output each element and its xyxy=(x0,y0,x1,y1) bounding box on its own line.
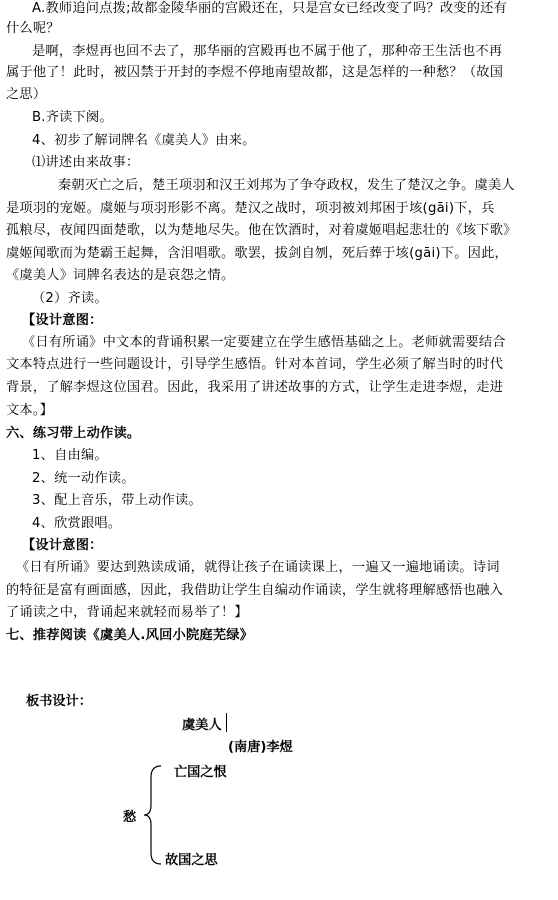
list-item: 4、欣赏跟唱。 xyxy=(32,516,122,531)
text-line: ⑴讲述由来故事： xyxy=(32,155,140,170)
text-line: 文本特点进行一些问题设计，引导学生感悟。针对本首词，学生必须了解当时的时代 xyxy=(6,357,504,372)
text-line: 背景，了解李煜这位国君。因此，我采用了讲述故事的方式，让学生走进李煜，走进 xyxy=(6,380,504,395)
board-author: (南唐)李煜 xyxy=(228,740,293,755)
board-center: 愁 xyxy=(123,810,137,825)
text-line: 属于他了！此时，被囚禁于开封的李煜不停地南望故都，这是怎样的一种愁？（故国 xyxy=(6,65,504,80)
text-line: 什么呢？ xyxy=(6,21,60,36)
text-line: 4、初步了解词牌名《虞美人》由来。 xyxy=(32,133,256,148)
list-item: 3、配上音乐，带上动作读。 xyxy=(32,493,202,508)
text-line: 的特征是富有画面感，因此，我借助让学生自编动作诵读，学生就将理解感悟也融入 xyxy=(6,583,504,598)
section-heading: 七、推荐阅读《虞美人.风回小院庭芜绿》 xyxy=(6,628,254,643)
design-intent-heading: 【设计意图： xyxy=(22,313,103,328)
board-heading: 板书设计： xyxy=(26,694,92,709)
text-line: 《虞美人》词牌名表达的是哀怨之情。 xyxy=(6,268,235,283)
text-line: 虞姬闻歌而为楚霸王起舞，含泪唱歌。歌罢，拔剑自刎，死后葬于垓(gāi)下。因此， xyxy=(6,246,508,261)
list-item: 1、自由编。 xyxy=(32,448,108,463)
text-line: 是项羽的宠姬。虞姬与项羽形影不离。楚汉之战时，项羽被刘邦困于垓(gāi)下，兵 xyxy=(6,201,495,216)
text-line: A.教师追问点拨;故都金陵华丽的宫殿还在，只是宫女已经改变了吗？改变的还有 xyxy=(32,1,508,16)
curly-brace-icon xyxy=(143,765,165,865)
board-branch-top: 亡国之恨 xyxy=(174,765,227,780)
text-line: 了诵读之中，背诵起来就轻而易举了！】 xyxy=(6,605,248,620)
text-line: 文本。】 xyxy=(6,403,54,418)
text-line: 秦朝灭亡之后，楚王项羽和汉王刘邦为了争夺政权，发生了楚汉之争。虞美人 xyxy=(58,178,515,193)
text-cursor xyxy=(226,713,227,732)
text-line: 《日有所诵》要达到熟读成诵，就得让孩子在诵读课上，一遍又一遍地诵读。诗词 xyxy=(16,560,500,575)
list-item: 2、统一动作读。 xyxy=(32,471,135,486)
section-heading: 六、练习带上动作读。 xyxy=(6,426,141,441)
board-poem-title: 虞美人 xyxy=(182,718,222,733)
text-line: 之思） xyxy=(6,87,47,102)
text-line: 是啊，李煜再也回不去了，那华丽的宫殿再也不属于他了，那种帝王生活也不再 xyxy=(32,44,503,59)
text-line: B.齐读下阕。 xyxy=(32,110,113,125)
text-line: 《日有所诵》中文本的背诵积累一定要建立在学生感悟基础之上。老师就需要结合 xyxy=(22,335,506,350)
design-intent-heading: 【设计意图： xyxy=(22,538,103,553)
text-line: 孤粮尽，夜闻四面楚歌，以为楚地尽失。他在饮酒时，对着虞姬唱起悲壮的《垓下歌》 xyxy=(6,223,517,238)
board-branch-bottom: 故国之思 xyxy=(165,853,218,868)
text-line: （2）齐读。 xyxy=(32,291,108,306)
